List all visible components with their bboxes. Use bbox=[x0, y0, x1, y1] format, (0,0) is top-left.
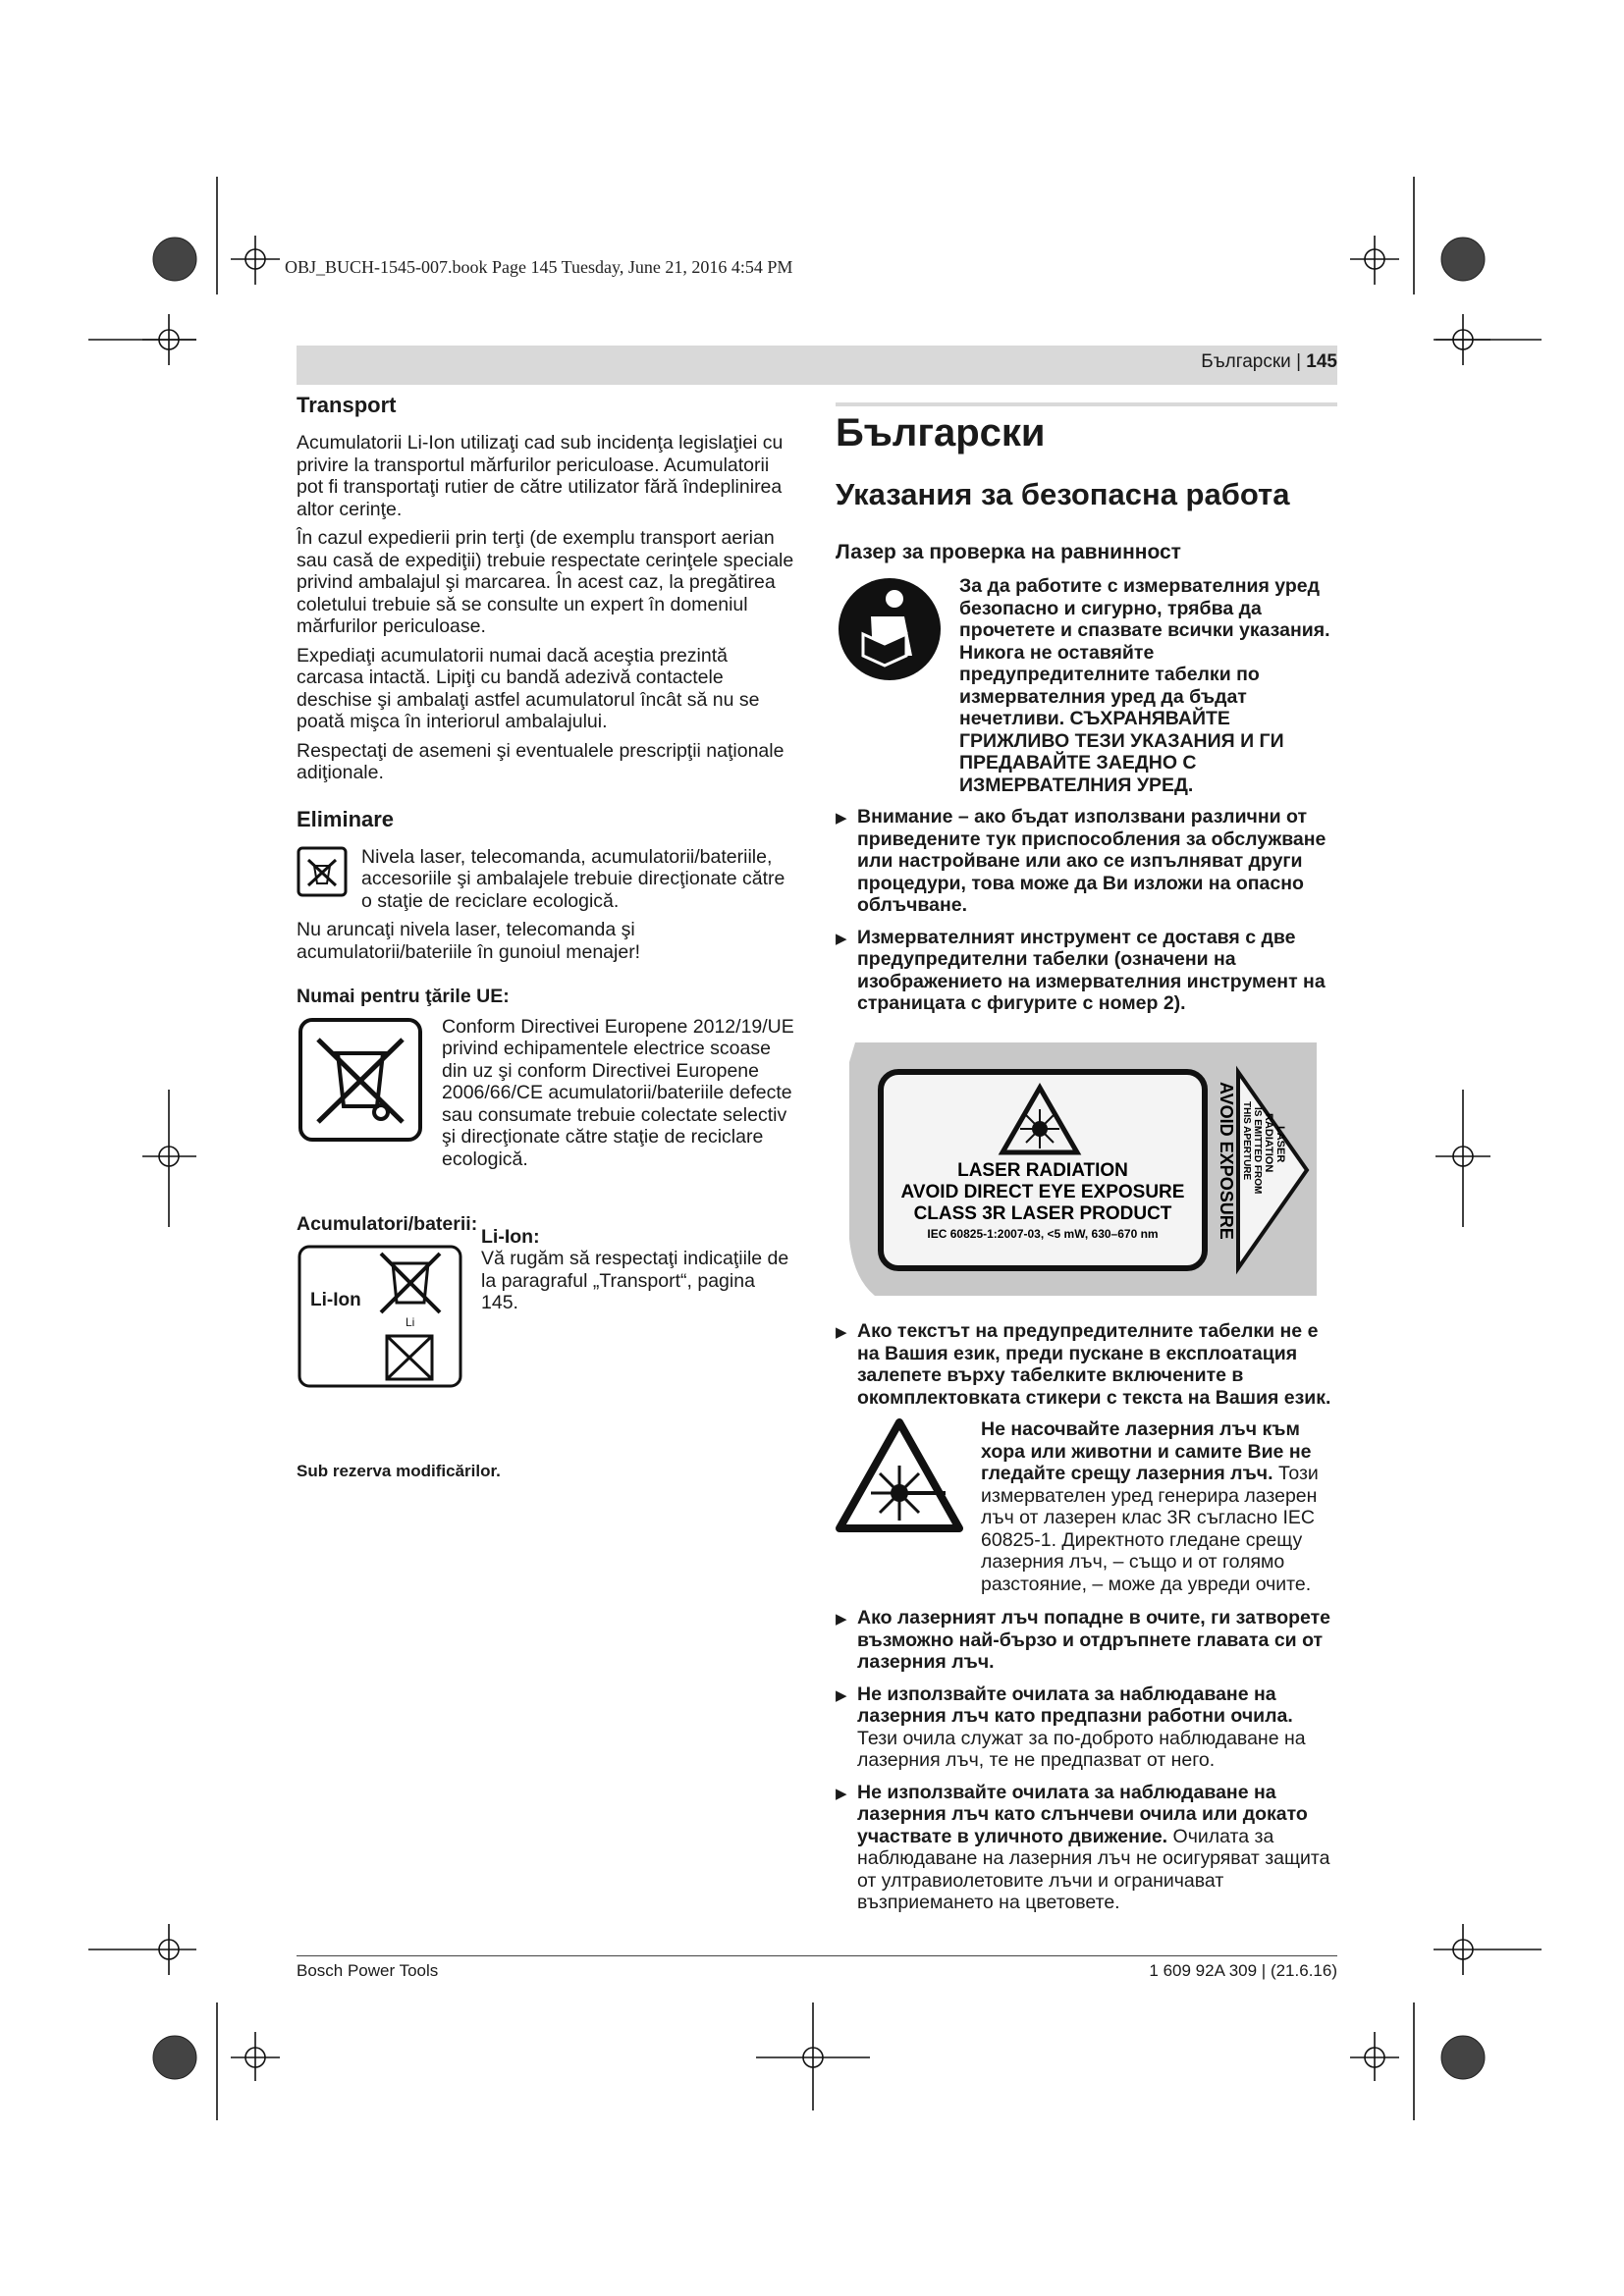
eu-text: Conform Directivei Europene 2012/19/UE privind echipamentele electrice scoase din uz şi conform Directivei Europene 2006/66/CE acumulatorii/bateriile defecte sau consumate trebuie colectate selectiv şi direcţionate către staţie de reciclare ecologică. bbox=[442, 1015, 794, 1170]
bullet-6-bold: Не използвайте очилата за наблюдаване на лазерния лъч като слънчеви очила или докато участвате в уличното движение. bbox=[857, 1781, 1308, 1847]
bullet-item bbox=[836, 806, 1337, 917]
footer-brand: Bosch Power Tools bbox=[297, 1961, 439, 1980]
label-line-4: IEC 60825-1:2007-03, <5 mW, 630–670 nm bbox=[927, 1226, 1159, 1241]
bullet-arrow-icon: ▶ bbox=[836, 1686, 847, 1704]
bullet-5-bold: Не използвайте очилата за наблюдаване на лазерния лъч като предпазни работни очила. bbox=[857, 1682, 1293, 1727]
bullet-arrow-icon: ▶ bbox=[836, 1324, 847, 1341]
li-ion-battery-icon bbox=[297, 1244, 463, 1389]
recycle-waste-icon bbox=[297, 846, 350, 897]
warning-text: Този измервателен уред генерира лазерен лъч от лазерен клас 3R съгласно IEC 60825-1. Директното гледане срещу лазерния лъч, – също и от голямо разстояние, – може да увреди очите. bbox=[981, 1463, 1319, 1595]
transport-p1: Acumulatorii Li-Ion utilizaţi cad sub incidenţa legislaţiei cu privire la transportul mărfurilor periculoase. Acumulatorii pot fi transportaţi rutier de către utilizator fără îndeplinirea altor cerinţe. bbox=[297, 432, 784, 520]
weee-bin-icon bbox=[297, 1016, 434, 1144]
bullet-text-2: Измервателният инструмент се доставя с две предупредителни табелки (означени на изображението на измервателния инструмент на страницата с фигурите с номер 2). bbox=[857, 926, 1326, 1014]
battery-symbol-panel: Li-Ion Li bbox=[297, 1244, 471, 1395]
bullet-arrow-icon: ▶ bbox=[836, 810, 847, 827]
section-rule bbox=[836, 402, 1337, 406]
bullet-text-1: Внимание – ако бъдат използвани различни от приведените тук приспособления за обслужване или настройване или ако се изпълняват други процедури, това може да Ви изложи на опасно облъчване. bbox=[857, 806, 1326, 916]
aperture-line-4: THIS APERTURE bbox=[1241, 1100, 1252, 1180]
header-language: Български bbox=[1201, 351, 1291, 372]
li-ion-text: Vă rugăm să respectaţi indicaţiile de la paragraful „Transport“, pagina 145. bbox=[481, 1248, 789, 1313]
eliminare-heading: Eliminare bbox=[297, 806, 395, 831]
transport-heading: Transport bbox=[297, 393, 397, 417]
bullet-item bbox=[836, 1607, 1337, 1674]
laser-subheading: Лазер за проверка на равнинност bbox=[836, 541, 1181, 563]
bullet-arrow-icon: ▶ bbox=[836, 930, 847, 947]
safety-heading: Указания за безопасна работа bbox=[836, 477, 1290, 511]
print-slug: OBJ_BUCH-1545-007.book Page 145 Tuesday, June 21, 2016 4:54 PM bbox=[285, 257, 793, 277]
aperture-line-2: RADIATION bbox=[1263, 1112, 1274, 1172]
page-number: 145 bbox=[1306, 351, 1337, 372]
left-column bbox=[297, 393, 797, 1483]
bullet-item bbox=[836, 1782, 1337, 1914]
bullet-text-4: Ако лазерният лъч попадне в очите, ги затворете възможно най-бързо и отдръпнете главата си от лазерния лъч. bbox=[857, 1607, 1331, 1673]
bullet-arrow-icon: ▶ bbox=[836, 1785, 847, 1802]
eliminare-p2: Nu aruncaţi nivela laser, telecomanda şi acumulatorii/bateriile în gunoiul menajer! bbox=[297, 919, 641, 963]
laser-warning-label bbox=[845, 1042, 1317, 1296]
bullet-arrow-icon: ▶ bbox=[836, 1611, 847, 1628]
right-column bbox=[836, 410, 1337, 1924]
label-line-3: CLASS 3R LASER PRODUCT bbox=[913, 1202, 1172, 1224]
label-line-1: LASER RADIATION bbox=[957, 1159, 1128, 1181]
eliminare-p1: Nivela laser, telecomanda, acumulatorii/bateriile, accesoriile şi ambalajele trebuie direcţionate către o staţie de reciclare ecologică. bbox=[361, 845, 785, 912]
bullet-6-text: Очилата за наблюдаване на лазерния лъч не осигуряват защита от ултравиолетовите лъчи и ограничават възприемането на цветовете. bbox=[857, 1825, 1330, 1913]
safety-intro: За да работите с измервателния уред безопасно и сигурно, трябва да прочетете и спазвате всички указания. Никога не оставяйте предупредителните табелки по измервателния уред да бъдат нечетливи. СЪХРАНЯВАЙТЕ ГРИЖЛИВО ТЕЗИ УКАЗАНИЯ И ГИ ПРЕДАВАЙТЕ ЗАЕДНО С ИЗМЕРВАТЕЛНИЯ УРЕД. bbox=[959, 575, 1330, 796]
aperture-line-3: IS EMITTED FROM bbox=[1252, 1106, 1263, 1194]
bullet-text-3: Ако текстът на предупредителните табелки не е на Вашия език, преди пускане в експлоатация залепете върху табелките включените в окомплектовката стикери с текста на Вашия език. bbox=[857, 1320, 1331, 1409]
footer-doc-id: 1 609 92A 309 | (21.6.16) bbox=[1149, 1961, 1337, 1980]
read-manual-icon bbox=[836, 575, 951, 689]
label-line-2: AVOID DIRECT EYE EXPOSURE bbox=[900, 1181, 1185, 1202]
bullet-item bbox=[836, 1683, 1337, 1772]
footer-rule bbox=[297, 1955, 1337, 1956]
language-title: Български bbox=[836, 411, 1046, 454]
transport-p3: Expediaţi acumulatorii numai dacă aceştia prezintă carcasa intactă. Lipiţi cu bandă adezivă contactele deschise şi ambalaţi astfel acumulatorul încât să nu se poată mişca în interiorul ambalajului. bbox=[297, 644, 760, 732]
aperture-line-1: LASER bbox=[1274, 1125, 1286, 1162]
bullet-5-text: Тези очила служат за по-доброто наблюдаване на лазерния лъч, те не предпазват от него. bbox=[857, 1727, 1306, 1771]
header-bar bbox=[297, 346, 1337, 385]
label-side-text: AVOID EXPOSURE bbox=[1217, 1081, 1236, 1240]
page-header bbox=[1201, 351, 1337, 373]
reserve-note: Sub rezerva modificărilor. bbox=[297, 1462, 501, 1480]
bullet-item bbox=[836, 1320, 1337, 1409]
bullet-item bbox=[836, 927, 1337, 1015]
batteries-heading: Acumulatori/baterii: bbox=[297, 1213, 478, 1235]
header-separator: | bbox=[1296, 351, 1302, 372]
laser-radiation-icon bbox=[836, 1418, 973, 1540]
transport-p4: Respectaţi de asemeni şi eventualele prescripţii naţionale adiţionale. bbox=[297, 739, 785, 783]
warning-bold: Не насочвайте лазерния лъч към хора или животни и самите Вие не гледайте срещу лазерния лъч. bbox=[981, 1418, 1312, 1484]
li-ion-title: Li-Ion: bbox=[481, 1225, 540, 1248]
eu-heading: Numai pentru ţările UE: bbox=[297, 986, 510, 1007]
transport-p2: În cazul expedierii prin terţi (de exemplu transport aerian sau casă de expediţii) trebuie respectate cerinţele speciale privind ambalajul şi marcarea. În acest caz, la pregătirea coletului trebuie să se consulte un expert în domeniul mărfurilor periculoase. bbox=[297, 527, 794, 637]
